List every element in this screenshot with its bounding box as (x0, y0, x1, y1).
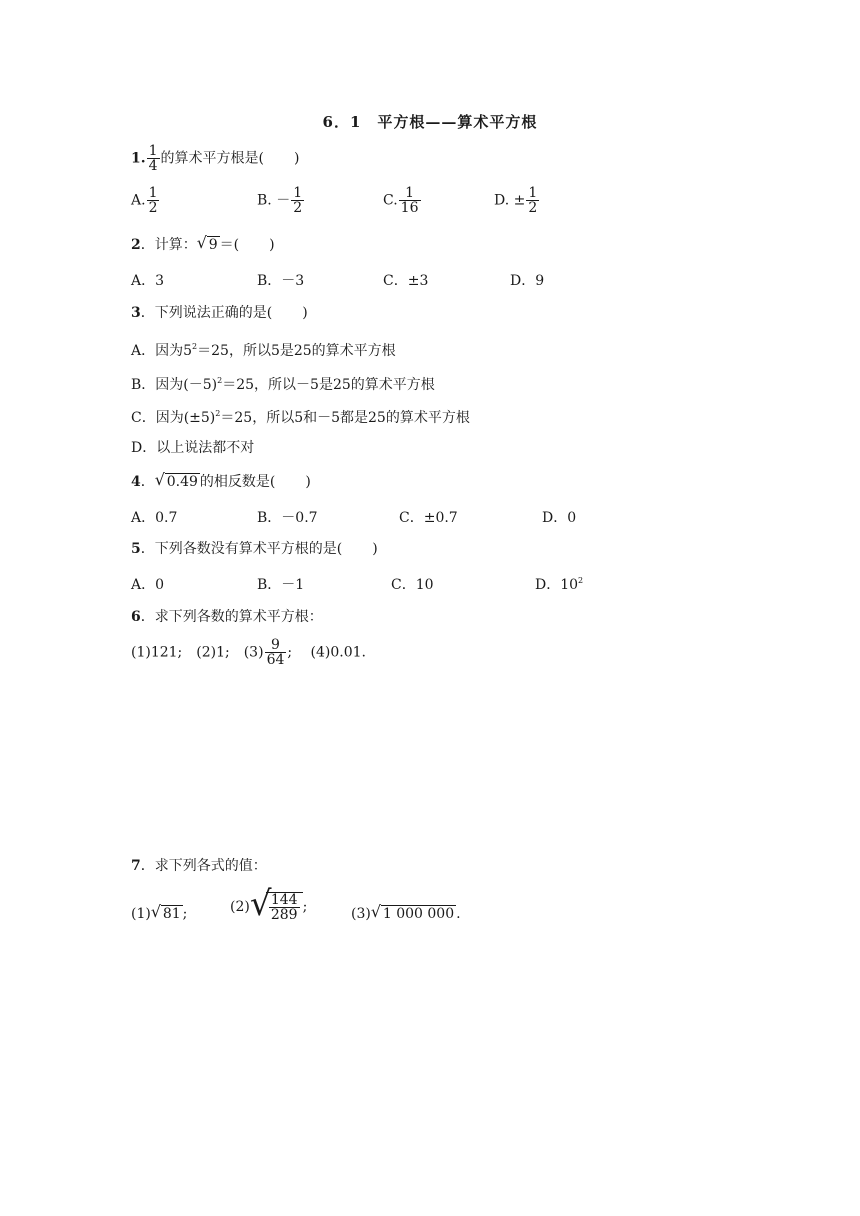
radical-icon: √ (150, 902, 162, 921)
option-label: C. (383, 192, 398, 209)
item-3 (351, 902, 461, 923)
radicand: 1 000 000 (382, 906, 455, 922)
option-d: D．0 (542, 510, 577, 526)
radical-icon: √ (154, 470, 165, 489)
option-c: C．10 (391, 577, 434, 593)
denominator: 64 (266, 652, 285, 668)
question-close: ) (302, 305, 308, 321)
question-text: ．下列各数没有算术平方根的是( (140, 541, 343, 557)
question-text: ． (140, 474, 155, 490)
item-1 (131, 902, 188, 923)
item-end: . (456, 906, 461, 922)
question-close: ) (372, 541, 378, 557)
item-end: ; (182, 906, 188, 922)
question-7 (131, 857, 267, 875)
item-text: (1)121; (2)1; (3) (131, 644, 264, 661)
denominator: 289 (270, 907, 298, 923)
denominator: 2 (148, 200, 158, 216)
square-root (370, 902, 456, 923)
option-text: ＝25，所以5和－5都是25的算术平方根 (220, 410, 470, 426)
denominator: 2 (528, 200, 538, 216)
option-label: D. ± (494, 192, 526, 209)
question-number: 7 (131, 858, 141, 874)
fraction (526, 186, 539, 215)
radicand: 9 (208, 237, 218, 253)
question-number: 5 (131, 541, 141, 557)
option-d: D．9 (510, 273, 545, 289)
question-text: ．下列说法正确的是( (140, 305, 273, 321)
option-d: D．以上说法都不对 (131, 440, 255, 456)
question-number: 4 (131, 474, 141, 490)
question-text: ．求下列各式的值： (140, 858, 267, 874)
question-1 (131, 144, 299, 173)
numerator: 1 (528, 185, 538, 201)
radical-icon: √ (196, 233, 207, 252)
square-root (249, 884, 303, 924)
radical-icon: √ (370, 902, 382, 921)
question-text: 的算术平方根是( (160, 150, 265, 167)
numerator: 1 (148, 185, 158, 201)
fraction (291, 186, 304, 215)
item-label: (3) (351, 906, 371, 922)
exponent: 2 (215, 409, 221, 418)
option-c: C．±3 (383, 273, 429, 289)
question-4 (131, 470, 311, 491)
numerator: 144 (270, 892, 298, 908)
option-text: A．因为5 (131, 343, 193, 359)
question-5 (131, 540, 378, 558)
option-b (131, 372, 435, 394)
question-2 (131, 233, 275, 254)
option-b: B．－1 (257, 577, 305, 593)
option-b: B．－3 (257, 273, 305, 289)
fraction (147, 144, 160, 173)
option-c: C．±0.7 (399, 510, 458, 526)
question-text: ．求下列各数的算术平方根： (140, 609, 323, 625)
item-label: (2) (230, 899, 250, 915)
exponent: 2 (578, 576, 584, 585)
question-number: 1. (131, 150, 146, 167)
item-label: (1) (131, 906, 151, 922)
option-label: B. － (257, 192, 291, 209)
question-text: 的相反数是( (199, 474, 276, 490)
option-label: A. (131, 192, 146, 209)
exponent: 2 (217, 376, 223, 385)
question-text: ＝( (219, 237, 240, 253)
fraction (265, 638, 287, 667)
question-text: ．计算： (140, 237, 197, 253)
numerator: 1 (405, 185, 415, 201)
square-root (154, 470, 200, 491)
option-a (131, 338, 396, 360)
option-b (257, 186, 305, 215)
fraction (399, 186, 421, 215)
option-c (383, 186, 422, 215)
denominator: 2 (293, 200, 303, 216)
exponent: 2 (192, 342, 198, 351)
option-b: B．－0.7 (257, 510, 318, 526)
numerator: 1 (148, 143, 158, 159)
option-a: A．0 (131, 577, 165, 593)
option-text: B．因为(－5) (131, 377, 218, 393)
page-title: 6．1 平方根——算术平方根 (322, 113, 538, 131)
square-root (150, 902, 183, 923)
question-number: 2 (131, 237, 141, 253)
question-number: 6 (131, 609, 141, 625)
fraction (269, 893, 300, 922)
option-text: C．因为(±5) (131, 410, 216, 426)
numerator: 1 (293, 185, 303, 201)
option-a: A．0.7 (131, 510, 178, 526)
question-number: 3 (131, 305, 141, 321)
denominator: 4 (148, 158, 158, 174)
question-3 (131, 304, 308, 322)
option-d (494, 186, 540, 215)
option-a (131, 186, 160, 215)
option-text: D．10 (535, 577, 579, 593)
option-text: ＝25，所以5是25的算术平方根 (197, 343, 396, 359)
question-close: ) (294, 150, 300, 167)
question-close: ) (305, 474, 311, 490)
option-a: A．3 (131, 273, 165, 289)
option-c (131, 405, 470, 427)
radical-icon: √ (249, 884, 272, 924)
radicand: 0.49 (166, 474, 198, 490)
item-end: ; (302, 899, 308, 915)
item-text: ; (4)0.01. (287, 644, 367, 661)
numerator: 9 (271, 637, 280, 653)
fraction (147, 186, 160, 215)
square-root (196, 233, 220, 254)
option-text: ＝25，所以－5是25的算术平方根 (222, 377, 435, 393)
question-6 (131, 608, 323, 626)
question-6-items (131, 638, 366, 667)
item-2 (230, 884, 308, 924)
denominator: 16 (400, 200, 419, 216)
option-d (535, 574, 583, 594)
radicand: 81 (162, 906, 181, 922)
question-close: ) (269, 237, 275, 253)
